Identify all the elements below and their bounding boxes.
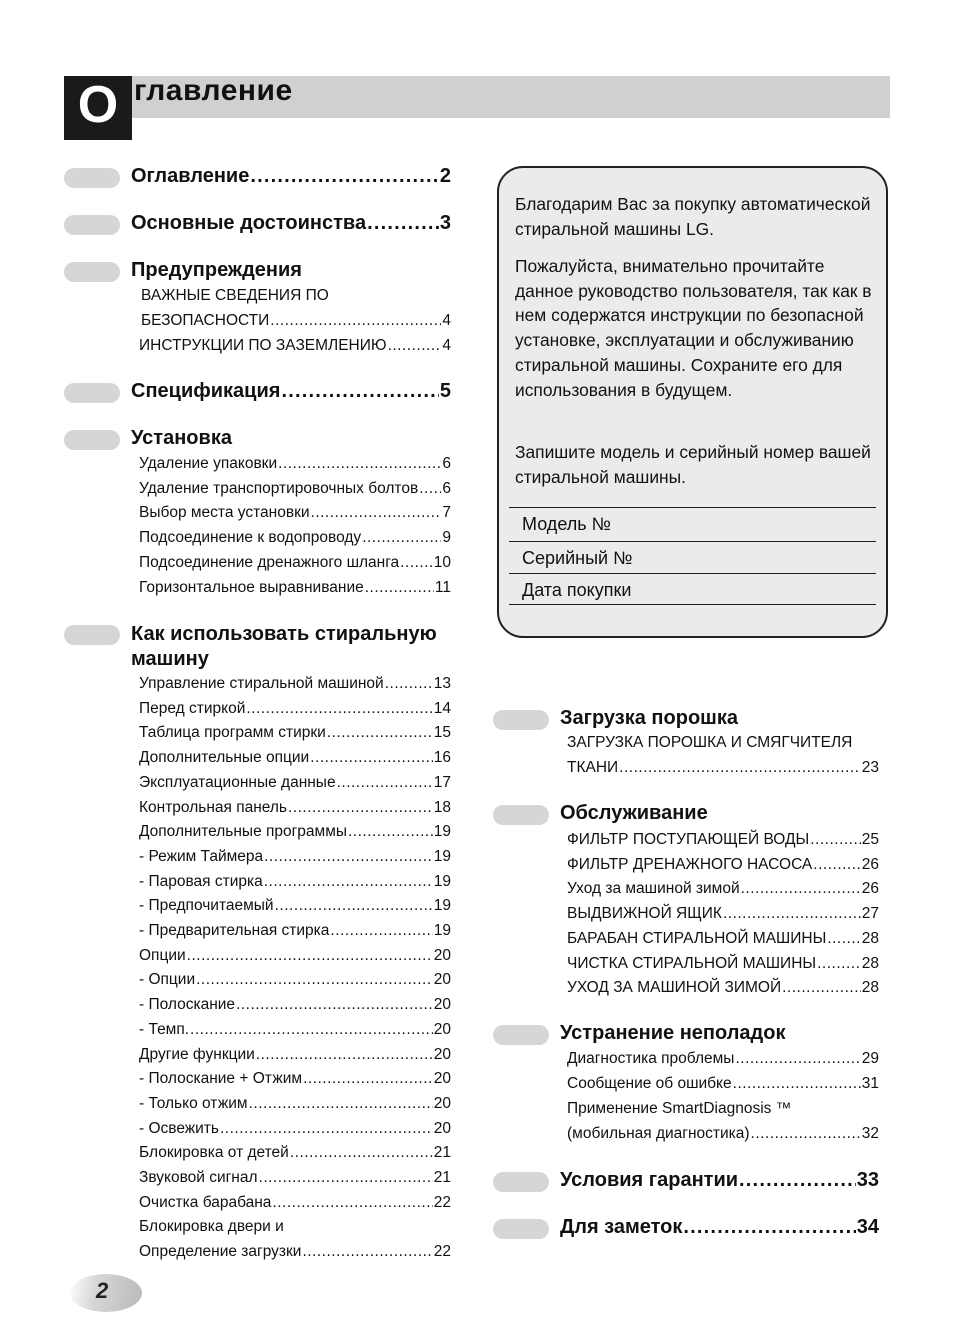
- page-title: главление: [134, 74, 293, 107]
- toc-entry-features[interactable]: [131, 211, 451, 236]
- toc-row[interactable]: Блокировка от детей ..... 21: [139, 1141, 451, 1166]
- toc-title: Условия гарантии: [560, 1169, 739, 1191]
- section-pill: [64, 383, 120, 403]
- toc-row[interactable]: ЗАГРУЗКА ПОРОШКА И СМЯГЧИТЕЛЯ: [567, 734, 853, 751]
- info-paragraph-record: Запишите модель и серийный номер вашей стиральной машины.: [515, 442, 871, 487]
- section-pill: [64, 625, 120, 645]
- toc-row[interactable]: - Полоскание + Отжим ..... 20: [139, 1067, 451, 1092]
- toc-row[interactable]: БАРАБАН СТИРАЛЬНОЙ МАШИНЫ ..... 28: [567, 927, 879, 952]
- thank-you-info-box: [497, 166, 888, 638]
- toc-row[interactable]: Уход за машиной зимой ..... 26: [567, 877, 879, 902]
- section-pill: [64, 430, 120, 450]
- toc-row[interactable]: - Опции ..... 20: [139, 968, 451, 993]
- toc-row[interactable]: Удаление упаковки ..... 6: [139, 452, 451, 477]
- toc-page: 5: [439, 380, 451, 402]
- toc-row[interactable]: - Темп. ..... 20: [139, 1018, 451, 1043]
- toc-row[interactable]: Другие функции ..... 20: [139, 1043, 451, 1068]
- toc-row[interactable]: Блокировка двери и: [139, 1218, 284, 1236]
- toc-row[interactable]: Выбор места установки ..... 7: [139, 501, 451, 526]
- toc-row[interactable]: Сообщение об ошибке ..... 31: [567, 1072, 879, 1097]
- serial-number-field[interactable]: Серийный №: [509, 541, 876, 573]
- toc-row[interactable]: БЕЗОПАСНОСТИ ..... 4: [141, 309, 451, 334]
- section-title-detergent: Загрузка порошка: [560, 707, 738, 729]
- toc-row[interactable]: - Освежить ..... 20: [139, 1117, 451, 1142]
- toc-page: 2: [439, 165, 451, 187]
- section-pill: [64, 168, 120, 188]
- toc-row[interactable]: - Предварительная стирка ..... 19: [139, 919, 451, 944]
- section-title-installation: Установка: [131, 427, 232, 449]
- page-number: 2: [96, 1278, 109, 1303]
- toc-row[interactable]: Контрольная панель ..... 18: [139, 796, 451, 821]
- toc-row[interactable]: ЧИСТКА СТИРАЛЬНОЙ МАШИНЫ ..... 28: [567, 952, 879, 977]
- info-paragraph-thanks: Благодарим Вас за покупку автоматической стиральной машины LG.: [515, 194, 871, 239]
- toc-row[interactable]: Дополнительные программы ..... 19: [139, 820, 451, 845]
- toc-row[interactable]: Подсоединение дренажного шланга ..... 10: [139, 551, 451, 576]
- toc-row[interactable]: Подсоединение к водопроводу ..... 9: [139, 526, 451, 551]
- toc-entry-warranty[interactable]: [560, 1168, 879, 1193]
- toc-row[interactable]: - Предпочитаемый ..... 19: [139, 894, 451, 919]
- toc-row[interactable]: Звуковой сигнал ..... 21: [139, 1166, 451, 1191]
- toc-row[interactable]: Дополнительные опции ..... 16: [139, 746, 451, 771]
- toc-page: 3: [439, 212, 451, 234]
- section-pill: [493, 1025, 549, 1045]
- toc-row[interactable]: Управление стиральной машиной ..... 13: [139, 672, 451, 697]
- toc-row[interactable]: ВЫДВИЖНОЙ ЯЩИК ..... 27: [567, 902, 879, 927]
- toc-entry-specification[interactable]: [131, 379, 451, 404]
- info-paragraph-instructions: Пожалуйста, внимательно прочитайте данное руководство пользователя, так как в нем содержатся инструкции по безопасной установке, эксплуатации и обслуживанию стиральной машины. Сохраните его для использования в будущем.: [515, 256, 872, 400]
- toc-row[interactable]: Перед стиркой ..... 14: [139, 697, 451, 722]
- toc-row[interactable]: Очистка барабана ..... 22: [139, 1191, 451, 1216]
- toc-row[interactable]: ФИЛЬТР ПОСТУПАЮЩЕЙ ВОДЫ ..... 25: [567, 828, 879, 853]
- purchase-date-field[interactable]: Дата покупки: [509, 573, 876, 605]
- section-pill: [493, 710, 549, 730]
- toc-row[interactable]: - Режим Таймера ..... 19: [139, 845, 451, 870]
- section-title-maintenance: Обслуживание: [560, 802, 708, 824]
- section-title-warnings: Предупреждения: [131, 259, 302, 281]
- toc-row[interactable]: - Только отжим ..... 20: [139, 1092, 451, 1117]
- toc-row[interactable]: Определение загрузки ..... 22: [139, 1240, 451, 1265]
- toc-title: Оглавление: [131, 165, 250, 187]
- toc-row[interactable]: (мобильная диагностика) ..... 32: [567, 1122, 879, 1147]
- title-initial-letter: О: [64, 76, 132, 140]
- section-pill: [64, 215, 120, 235]
- toc-page: 33: [856, 1169, 879, 1191]
- toc-title: Для заметок: [560, 1216, 683, 1238]
- section-title-troubleshooting: Устранение неполадок: [560, 1022, 786, 1044]
- section-title-usage-line1: Как использовать стиральную: [131, 623, 437, 645]
- toc-row[interactable]: - Полоскание ..... 20: [139, 993, 451, 1018]
- section-pill: [493, 1172, 549, 1192]
- toc-title: Спецификация: [131, 380, 281, 402]
- toc-row[interactable]: ИНСТРУКЦИИ ПО ЗАЗЕМЛЕНИЮ ..... 4: [139, 334, 451, 359]
- toc-row[interactable]: Таблица программ стирки ..... 15: [139, 721, 451, 746]
- toc-row[interactable]: Горизонтальное выравнивание ..... 11: [139, 576, 451, 601]
- toc-row[interactable]: Эксплуатационные данные ..... 17: [139, 771, 451, 796]
- toc-title: Основные достоинства: [131, 212, 367, 234]
- toc-row[interactable]: УХОД ЗА МАШИНОЙ ЗИМОЙ ..... 28: [567, 976, 879, 1001]
- toc-entry-contents[interactable]: [131, 164, 451, 189]
- section-title-usage-line2: машину: [131, 648, 209, 670]
- toc-entry-notes[interactable]: [560, 1215, 879, 1240]
- toc-row[interactable]: ТКАНИ ..... 23: [567, 756, 879, 781]
- toc-row[interactable]: Опции ..... 20: [139, 944, 451, 969]
- toc-row[interactable]: Применение SmartDiagnosis ™: [567, 1100, 792, 1117]
- toc-row[interactable]: - Паровая стирка ..... 19: [139, 870, 451, 895]
- toc-row[interactable]: ВАЖНЫЕ СВЕДЕНИЯ ПО: [141, 287, 329, 304]
- section-pill: [493, 805, 549, 825]
- toc-row[interactable]: ФИЛЬТР ДРЕНАЖНОГО НАСОСА ..... 26: [567, 853, 879, 878]
- toc-page: 34: [856, 1216, 879, 1238]
- section-pill: [493, 1219, 549, 1239]
- toc-row[interactable]: Диагностика проблемы ..... 29: [567, 1047, 879, 1072]
- model-number-field[interactable]: Модель №: [509, 507, 876, 539]
- section-pill: [64, 262, 120, 282]
- toc-row[interactable]: Удаление транспортировочных болтов ..... 6: [139, 477, 451, 502]
